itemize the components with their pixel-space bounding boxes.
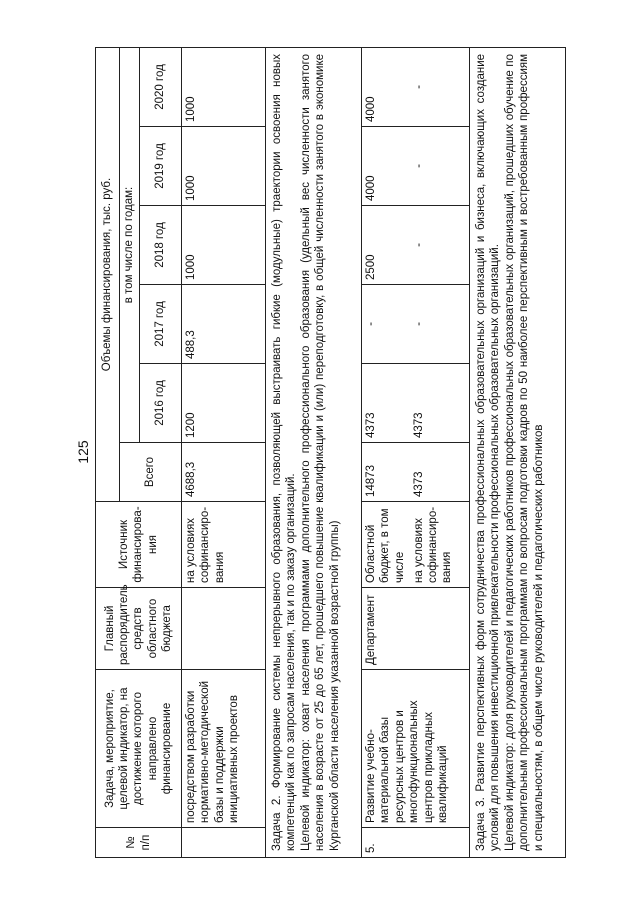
- header-row: [96, 47, 120, 857]
- task-row: [266, 47, 362, 857]
- task-2-indicator: Целевой индикатор: охват населения программами дополнительного профессионального образования (удельный вес численности занятого населения в возрасте от 25 до 65 лет, прошедшего повышение квалификации и (или) переподготовку, в общей численности занятого в экономике Курганской области населения указанной возрастной группы): [299, 53, 341, 851]
- page-number: 125: [75, 440, 91, 464]
- header-year: 2019 год: [140, 127, 182, 206]
- financing-table: [95, 47, 566, 858]
- task-3-indicator: Целевой индикатор: доля руководителей и педагогических работников профессиональных образовательных организаций, прошедших обучение по дополнительным профессиональным программам по вопросам подготовки кадров по 50 наиболее перспективным и востребованным профессиям и специальностям, в общем числе руководителей и педагогических работников: [503, 53, 545, 851]
- table-row: [182, 47, 266, 857]
- cell-total: 14873: [362, 443, 410, 502]
- task-row: [470, 47, 566, 857]
- cell-manager: [182, 588, 266, 670]
- cell-value: -: [410, 47, 470, 126]
- header-by-years: в том числе по годам:: [120, 47, 140, 442]
- task-2-text: Задача 2. Формирование системы непрерывного образования, позволяющей выстраивать гибкие (модульные) траектории освоения новых компетенций как по запросам населения, так и по заказу организаций.: [271, 53, 298, 851]
- header-year: 2018 год: [140, 206, 182, 285]
- header-total: Всего: [120, 443, 182, 502]
- cell-value: 2500: [362, 206, 410, 285]
- cell-total: 4373: [410, 443, 470, 502]
- cell-value: 1000: [182, 206, 266, 285]
- cell-task: посредством разработки нормативно-методической базы и поддержки инициативных проектов: [182, 670, 266, 828]
- cell-value: 488,3: [182, 285, 266, 364]
- header-volumes: Объемы финансирования, тыс. руб.: [96, 47, 120, 501]
- cell-value: -: [362, 285, 410, 364]
- task-3-text: Задача 3. Развитие перспективных форм сотрудничества профессиональных образовательных организаций и бизнеса, включающих создание условий для повышения инвестиционной привлекательности профессиональных образовательных организаций.: [475, 53, 502, 851]
- cell-value: 4373: [362, 364, 410, 443]
- task-3-cell: [470, 47, 566, 857]
- rotated-page: [95, 48, 605, 858]
- header-year: 2020 год: [140, 47, 182, 126]
- cell-total: 4688,3: [182, 443, 266, 502]
- header-year: 2017 год: [140, 285, 182, 364]
- cell-source: Областной бюджет, в том числе: [362, 502, 410, 588]
- cell-value: -: [410, 285, 470, 364]
- header-source: Источник финансирова-ния: [96, 502, 182, 588]
- table-row: [362, 47, 410, 857]
- cell-manager: Департамент: [362, 588, 470, 670]
- header-task: Задача, мероприятие, целевой индикатор, на достижение которого направлено финансирование: [96, 670, 182, 828]
- rotated-content: [95, 48, 605, 858]
- cell-task: Развитие учебно-материальной базы ресурсных центров и многофункциональных центров прикладных квалификаций: [362, 670, 470, 828]
- cell-source: на условиях софинансиро-вания: [410, 502, 470, 588]
- cell-value: -: [410, 206, 470, 285]
- cell-value: 4000: [362, 127, 410, 206]
- task-2-cell: [266, 47, 362, 857]
- cell-value: 4373: [410, 364, 470, 443]
- cell-value: 4000: [362, 47, 410, 126]
- cell-value: -: [410, 127, 470, 206]
- cell-value: 1000: [182, 47, 266, 126]
- cell-source: на условиях софинансиро-вания: [182, 502, 266, 588]
- header-year: 2016 год: [140, 364, 182, 443]
- cell-value: 1200: [182, 364, 266, 443]
- header-manager: Главный распорядитель средств областного бюджета: [96, 588, 182, 670]
- cell-num: [182, 828, 266, 858]
- header-num: № п/п: [96, 828, 182, 858]
- cell-num: 5.: [362, 828, 470, 858]
- cell-value: 1000: [182, 127, 266, 206]
